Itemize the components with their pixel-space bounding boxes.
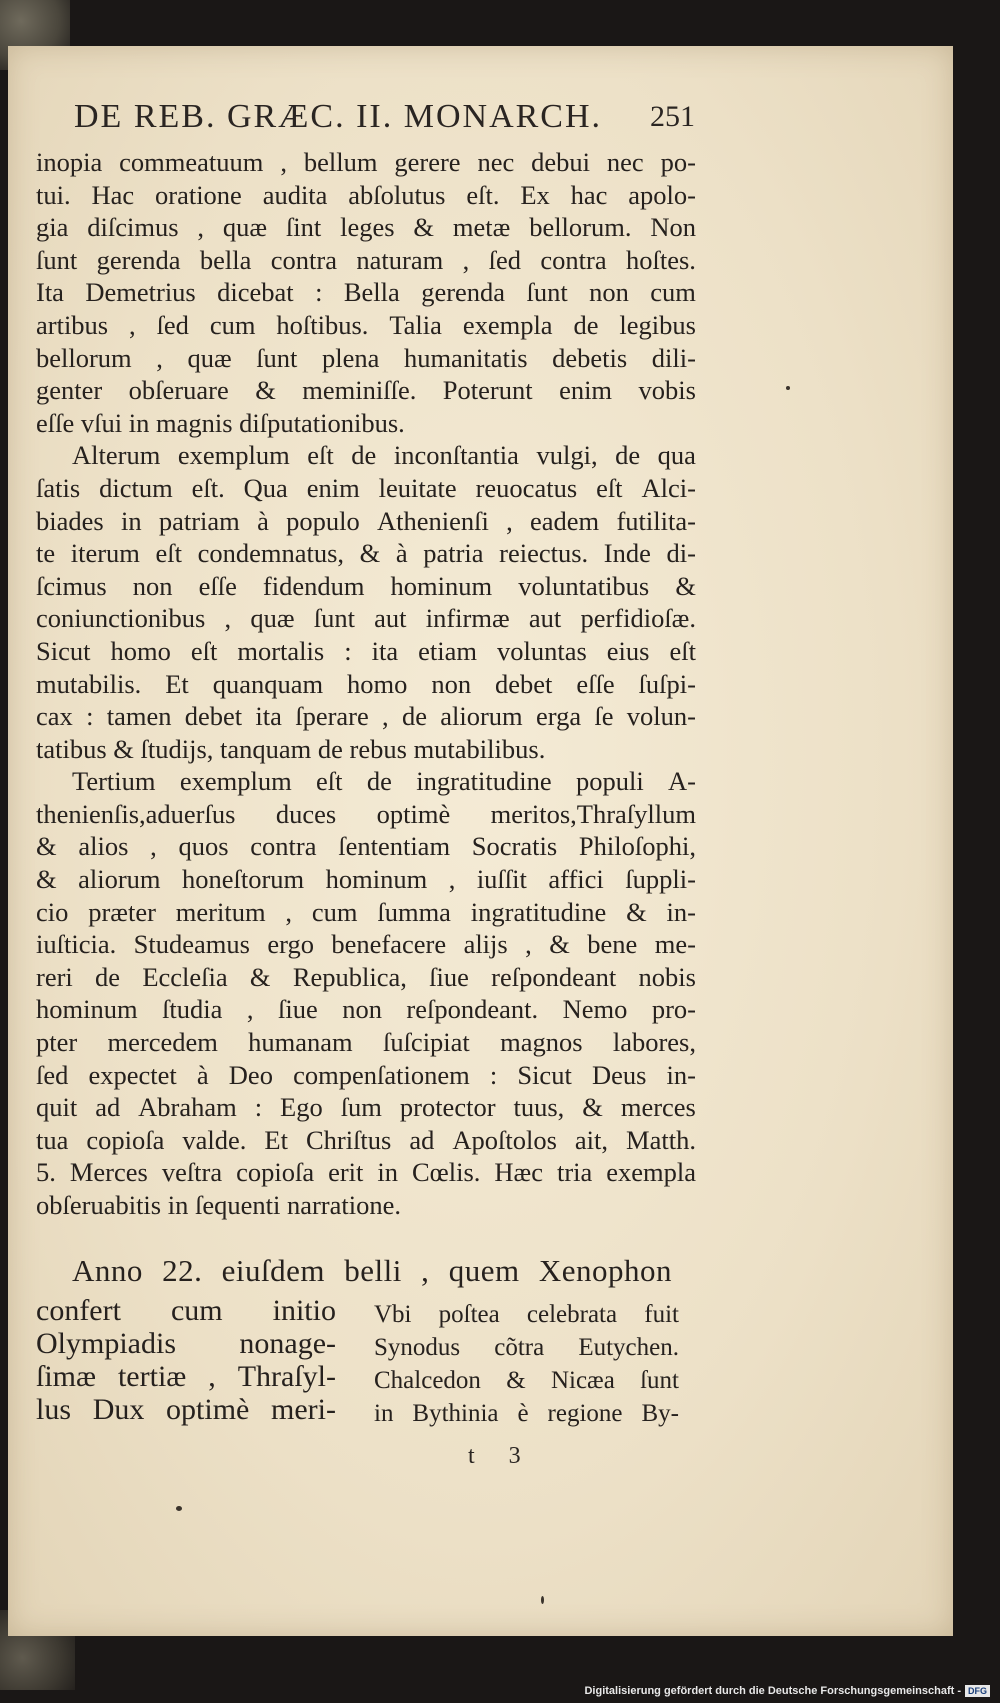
scanned-page: [8, 46, 953, 1636]
text-line: Alterum exemplum eſt de inconſtantia vulgi, de qua: [72, 440, 696, 471]
text-line: iuſticia. Studeamus ergo benefacere alijs , & bene me-: [36, 929, 696, 960]
signature-mark: t 3: [468, 1443, 535, 1469]
page-number: 251: [650, 100, 695, 133]
text-line: gia diſcimus , quæ ſint leges & metæ bellorum. Non: [36, 212, 696, 243]
right-column-line: Vbi poſtea celebrata fuit: [374, 1301, 679, 1328]
text-line: cax : tamen debet ita ſperare , de aliorum erga ſe volun-: [36, 701, 696, 732]
text-line: Sicut homo eſt mortalis : ita etiam voluntas eius eſt: [36, 635, 696, 666]
text-line: ſed expectet à Deo compenſationem : Sicut Deus in-: [36, 1059, 696, 1090]
text-line: genter obſeruare & meminiſſe. Poterunt enim vobis: [36, 375, 696, 406]
text-line: Tertium exemplum eſt de ingratitudine populi A-: [72, 766, 696, 797]
credit-text: Digitalisierung gefördert durch die Deutsche Forschungsgemeinschaft -: [584, 1685, 961, 1697]
text-line: cio præter meritum , cum ſumma ingratitudine & in-: [36, 896, 696, 927]
right-column-line: in Bythinia è regione By-: [374, 1400, 679, 1427]
text-line: & aliorum honeſtorum hominum , iuſſit affici ſuppli-: [36, 864, 696, 895]
dfg-logo-icon: DFG: [965, 1685, 990, 1697]
right-column-line: Chalcedon & Nicæa ſunt: [374, 1367, 679, 1394]
right-column-note: [374, 1298, 679, 1430]
running-title: DE REB. GRÆC. II. MONARCH.: [74, 98, 603, 135]
text-line: te iterum eſt condemnatus, & à patria reiectus. Inde di-: [36, 538, 696, 569]
main-text: [36, 146, 696, 1222]
left-column-line: lus Dux optimè meri-: [36, 1393, 336, 1426]
text-line: reri de Eccleſia & Republica, ſiue reſpondeant nobis: [36, 961, 696, 992]
left-column-line: Olympiadis nonage-: [36, 1327, 336, 1360]
text-line: Ita Demetrius dicebat : Bella gerenda ſunt non cum: [36, 277, 696, 308]
text-line: ſatis dictum eſt. Qua enim leuitate reuocatus eſt Alci-: [36, 472, 696, 503]
ink-speck: [541, 1596, 544, 1604]
text-line: 5. Merces veſtra copioſa erit in Cœlis. Hæc tria exempla: [36, 1157, 696, 1188]
left-column-line: ſimæ tertiæ , Thraſyl-: [36, 1360, 336, 1393]
text-line: thenienſis,aduerſus duces optimè meritos,Thraſyllum: [36, 798, 696, 829]
text-line: obſeruabitis in ſequenti narratione.: [36, 1190, 401, 1220]
ink-speck: [176, 1506, 182, 1511]
text-line: ſcimus non eſſe fidendum hominum voluntatibus &: [36, 570, 696, 601]
text-line: bellorum , quæ ſunt plena humanitatis debetis dili-: [36, 342, 696, 373]
right-column-line: Synodus cõtra Eutychen.: [374, 1334, 679, 1361]
text-line: tui. Hac oratione audita abſolutus eſt. Ex hac apolo-: [36, 179, 696, 210]
text-line: quit ad Abraham : Ego ſum protector tuus, & merces: [36, 1092, 696, 1123]
text-line: coniunctionibus , quæ ſunt aut infirmæ aut perfidioſæ.: [36, 603, 696, 634]
text-line: pter mercedem humanam ſuſcipiat magnos labores,: [36, 1027, 696, 1058]
text-line: biades in patriam à populo Athenienſi , eadem futilita-: [36, 505, 696, 536]
anno-heading-line: Anno 22. eiuſdem belli , quem Xenophon: [72, 1253, 672, 1288]
text-line: hominum ſtudia , ſiue non reſpondeant. Nemo pro-: [36, 994, 696, 1025]
text-line: mutabilis. Et quanquam homo non debet eſſe ſuſpi-: [36, 668, 696, 699]
text-line: tatibus & ſtudijs, tanquam de rebus mutabilibus.: [36, 733, 546, 764]
text-line: eſſe vſui in magnis diſputationibus.: [36, 407, 405, 438]
text-line: inopia commeatuum , bellum gerere nec debui nec po-: [36, 147, 696, 177]
left-column-line: confert cum initio: [36, 1294, 336, 1327]
digitization-credit: [584, 1685, 990, 1697]
text-line: ſunt gerenda bella contra naturam , ſed contra hoſtes.: [36, 244, 696, 275]
left-column-text: [36, 1294, 336, 1426]
text-line: artibus , ſed cum hoſtibus. Talia exempla de legibus: [36, 309, 696, 340]
ink-speck: [786, 386, 790, 390]
text-line: tua copioſa valde. Et Chriſtus ad Apoſtolos ait, Matth.: [36, 1124, 696, 1155]
text-line: & alios , quos contra ſententiam Socratis Philoſophi,: [36, 831, 696, 862]
